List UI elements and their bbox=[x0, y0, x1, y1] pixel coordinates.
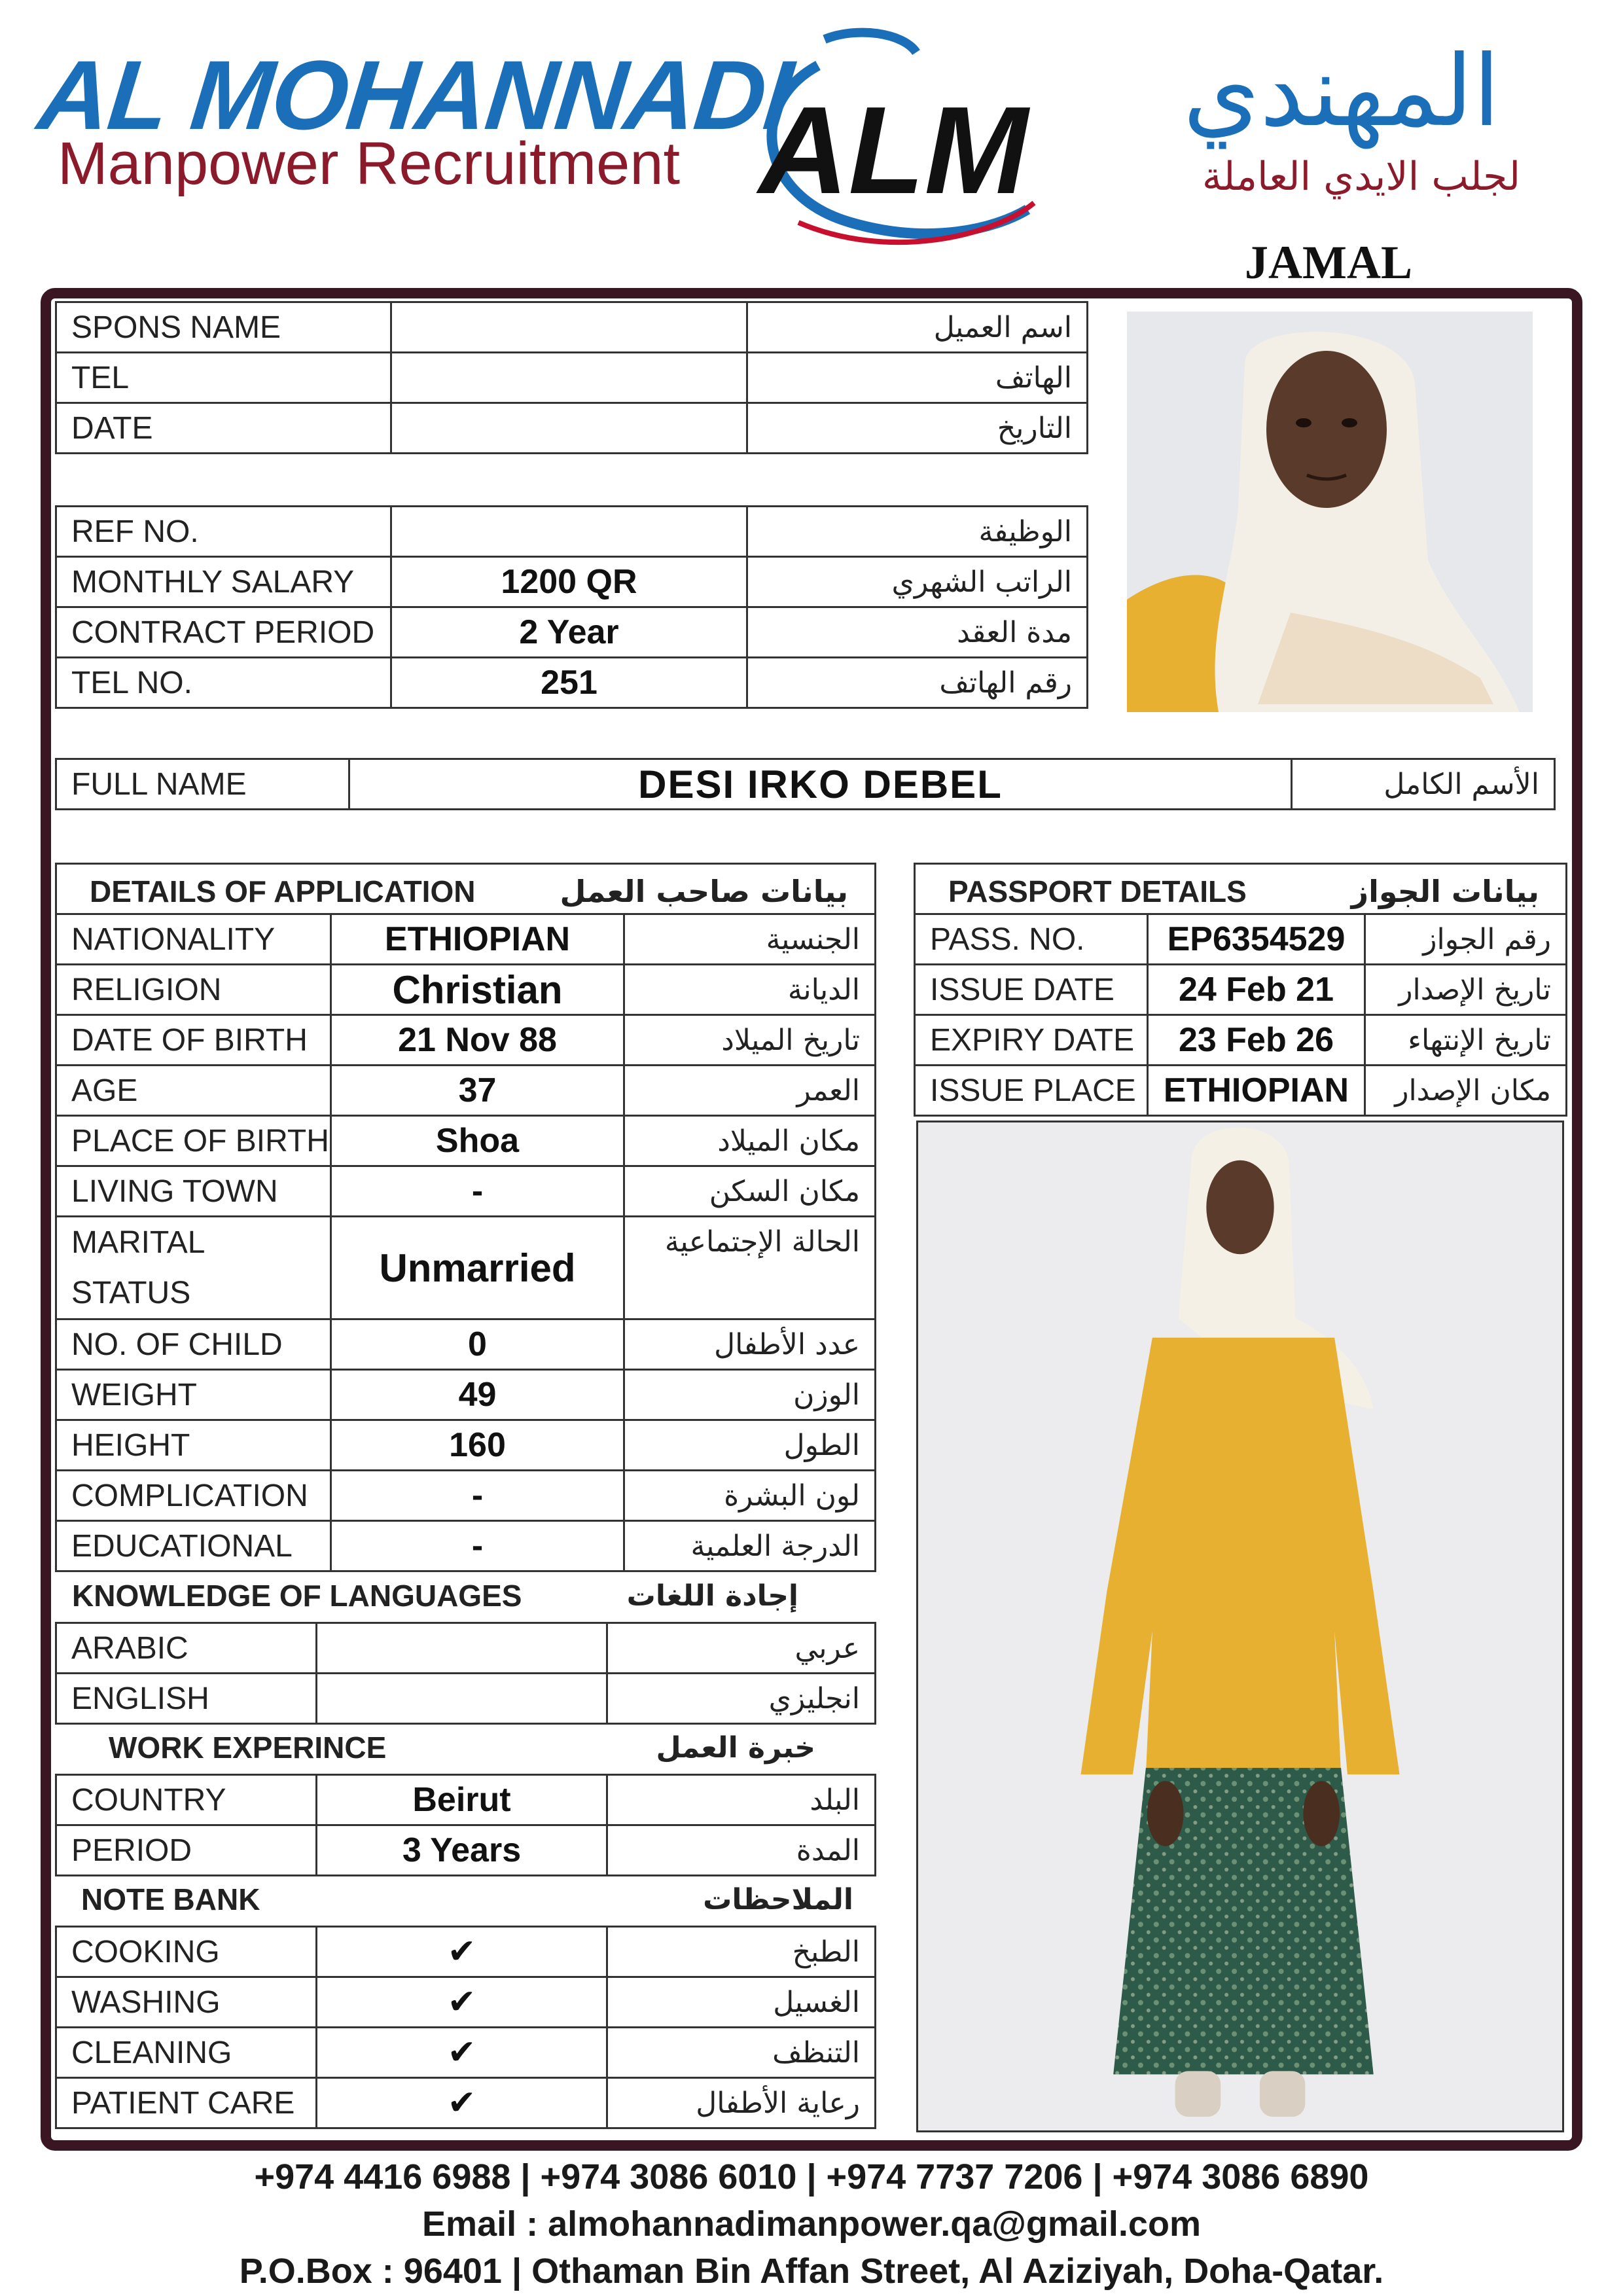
no-of-child-label-ar: عدد الأطفال bbox=[624, 1319, 876, 1370]
religion-label: RELIGION bbox=[56, 965, 331, 1015]
alm-swoosh-icon bbox=[720, 26, 1060, 255]
religion-label-ar: الديانة bbox=[624, 965, 876, 1015]
issue-place-label: ISSUE PLACE bbox=[915, 1066, 1148, 1116]
footer-phones: +974 4416 6988 | +974 3086 6010 | +974 7737 7206 | +974 3086 6890 bbox=[254, 2157, 1369, 2197]
passport-heading-ar: بيانات الجواز bbox=[1351, 874, 1540, 909]
table-row bbox=[56, 1319, 876, 1370]
expiry-date-value: 23 Feb 26 bbox=[1148, 1015, 1365, 1066]
period-label-ar: المدة bbox=[607, 1825, 876, 1876]
table-row bbox=[56, 914, 876, 965]
ref-no-label: REF NO. bbox=[56, 507, 391, 557]
place-of-birth-label-ar: مكان الميلاد bbox=[624, 1116, 876, 1166]
arabic-value bbox=[317, 1623, 607, 1674]
marital-status-label bbox=[56, 1217, 331, 1319]
contract-period-label: CONTRACT PERIOD bbox=[56, 607, 391, 658]
complication-label-ar: لون البشرة bbox=[624, 1471, 876, 1521]
portrait-image-icon bbox=[1127, 312, 1533, 712]
table-row bbox=[56, 965, 876, 1015]
washing-check-icon: ✔ bbox=[317, 1977, 607, 2028]
ref-no-value bbox=[391, 507, 747, 557]
sponsor-name-label: SPONS NAME bbox=[56, 302, 391, 353]
place-of-birth-value: Shoa bbox=[331, 1116, 624, 1166]
pass-no-value: EP6354529 bbox=[1148, 914, 1365, 965]
place-of-birth-label: PLACE OF BIRTH bbox=[56, 1116, 331, 1166]
issue-date-label-ar: تاريخ الإصدار bbox=[1365, 965, 1567, 1015]
table-row bbox=[56, 1977, 876, 2028]
arabic-label-ar: عربي bbox=[607, 1623, 876, 1674]
cooking-label: COOKING bbox=[56, 1927, 317, 1977]
languages-table bbox=[55, 1622, 876, 1725]
complication-value: - bbox=[331, 1471, 624, 1521]
weight-value: 49 bbox=[331, 1370, 624, 1420]
brand-tagline-arabic: لجلب الايدي العاملة bbox=[1202, 154, 1521, 200]
full-name-value: DESI IRKO DEBEL bbox=[349, 759, 1292, 810]
alm-logo bbox=[720, 26, 1060, 255]
expiry-date-label-ar: تاريخ الإنتهاء bbox=[1365, 1015, 1567, 1066]
sponsor-date-label-ar: التاريخ bbox=[747, 403, 1088, 454]
table-row bbox=[56, 1420, 876, 1471]
table-row bbox=[56, 864, 876, 914]
note-bank-table bbox=[55, 1926, 876, 2129]
no-of-child-label: NO. OF CHILD bbox=[56, 1319, 331, 1370]
pass-no-label: PASS. NO. bbox=[915, 914, 1148, 965]
english-label: ENGLISH bbox=[56, 1674, 317, 1724]
application-heading: DETAILS OF APPLICATION bbox=[90, 874, 476, 908]
experience-heading-ar: خبرة العمل bbox=[656, 1731, 815, 1765]
passport-details-table bbox=[914, 863, 1567, 1117]
cleaning-check-icon: ✔ bbox=[317, 2028, 607, 2078]
contract-period-value: 2 Year bbox=[391, 607, 747, 658]
languages-heading bbox=[72, 1571, 798, 1621]
brand-name-arabic: المهندي bbox=[1183, 35, 1501, 149]
experience-heading bbox=[109, 1723, 815, 1773]
country-label-ar: البلد bbox=[607, 1775, 876, 1825]
complication-label: COMPLICATION bbox=[56, 1471, 331, 1521]
application-details-table bbox=[55, 863, 876, 1572]
table-row bbox=[56, 1623, 876, 1674]
footer-address: P.O.Box : 96401 | Othaman Bin Affan Street, Al Aziziyah, Doha-Qatar. bbox=[239, 2251, 1384, 2291]
table-row bbox=[915, 965, 1567, 1015]
table-row bbox=[56, 1775, 876, 1825]
alm-mark: ALM bbox=[758, 81, 1028, 220]
nationality-value: ETHIOPIAN bbox=[331, 914, 624, 965]
washing-label-ar: الغسيل bbox=[607, 1977, 876, 2028]
contract-table bbox=[55, 505, 1088, 709]
issue-place-value: ETHIOPIAN bbox=[1148, 1066, 1365, 1116]
languages-heading-ar: إجادة اللغات bbox=[626, 1579, 798, 1613]
tel-no-label: TEL NO. bbox=[56, 658, 391, 708]
patient-care-check-icon: ✔ bbox=[317, 2078, 607, 2128]
age-label-ar: العمر bbox=[624, 1066, 876, 1116]
table-row bbox=[56, 507, 1088, 557]
cleaning-label: CLEANING bbox=[56, 2028, 317, 2078]
table-row bbox=[56, 607, 1088, 658]
tel-no-label-ar: رقم الهاتف bbox=[747, 658, 1088, 708]
height-label: HEIGHT bbox=[56, 1420, 331, 1471]
living-town-label-ar: مكان السكن bbox=[624, 1166, 876, 1217]
living-town-value: - bbox=[331, 1166, 624, 1217]
period-label: PERIOD bbox=[56, 1825, 317, 1876]
date-of-birth-value: 21 Nov 88 bbox=[331, 1015, 624, 1066]
religion-value: Christian bbox=[331, 965, 624, 1015]
table-row bbox=[56, 557, 1088, 607]
educational-label: EDUCATIONAL bbox=[56, 1521, 331, 1571]
table-row bbox=[56, 353, 1088, 403]
issue-place-label-ar: مكان الإصدار bbox=[1365, 1066, 1567, 1116]
table-row bbox=[56, 759, 1555, 810]
cooking-check-icon: ✔ bbox=[317, 1927, 607, 1977]
nationality-label-ar: الجنسية bbox=[624, 914, 876, 965]
full-body-photo bbox=[916, 1121, 1564, 2132]
patient-care-label: PATIENT CARE bbox=[56, 2078, 317, 2128]
languages-heading-en: KNOWLEDGE OF LANGUAGES bbox=[72, 1579, 522, 1613]
washing-label: WASHING bbox=[56, 1977, 317, 2028]
table-row bbox=[915, 1066, 1567, 1116]
date-of-birth-label: DATE OF BIRTH bbox=[56, 1015, 331, 1066]
monthly-salary-value: 1200 QR bbox=[391, 557, 747, 607]
table-row bbox=[56, 1116, 876, 1166]
date-of-birth-label-ar: تاريخ الميلاد bbox=[624, 1015, 876, 1066]
table-row bbox=[915, 1015, 1567, 1066]
table-row bbox=[56, 1674, 876, 1724]
sponsor-name-label-ar: اسم العميل bbox=[747, 302, 1088, 353]
table-row bbox=[56, 1066, 876, 1116]
age-value: 37 bbox=[331, 1066, 624, 1116]
no-of-child-value: 0 bbox=[331, 1319, 624, 1370]
educational-label-ar: الدرجة العلمية bbox=[624, 1521, 876, 1571]
table-row bbox=[56, 1521, 876, 1571]
country-label: COUNTRY bbox=[56, 1775, 317, 1825]
sponsor-date-value bbox=[391, 403, 747, 454]
sponsor-name-value bbox=[391, 302, 747, 353]
footer-email: Email : almohannadimanpower.qa@gmail.com bbox=[422, 2204, 1201, 2244]
contract-period-label-ar: مدة العقد bbox=[747, 607, 1088, 658]
patient-care-label-ar: رعاية الأطفال bbox=[607, 2078, 876, 2128]
english-label-ar: انجليزي bbox=[607, 1674, 876, 1724]
expiry-date-label: EXPIRY DATE bbox=[915, 1015, 1148, 1066]
issue-date-label: ISSUE DATE bbox=[915, 965, 1148, 1015]
table-row bbox=[56, 1370, 876, 1420]
table-row bbox=[56, 1015, 876, 1066]
table-row bbox=[56, 403, 1088, 454]
full-name-label: FULL NAME bbox=[56, 759, 349, 810]
brand-name-english: AL MOHANNADI bbox=[33, 40, 797, 150]
application-heading-ar: بيانات صاحب العمل bbox=[560, 874, 849, 909]
tel-no-value: 251 bbox=[391, 658, 747, 708]
table-row bbox=[56, 1217, 876, 1319]
marital-status-label-line2: STATUS bbox=[71, 1276, 191, 1310]
cleaning-label-ar: التنظف bbox=[607, 2028, 876, 2078]
note-bank-heading-ar: الملاحظات bbox=[703, 1883, 853, 1916]
sponsor-tel-label-ar: الهاتف bbox=[747, 353, 1088, 403]
table-row bbox=[56, 1825, 876, 1876]
experience-table bbox=[55, 1774, 876, 1876]
period-value: 3 Years bbox=[317, 1825, 607, 1876]
brand-tagline-english: Manpower Recruitment bbox=[58, 130, 681, 197]
sponsor-date-label: DATE bbox=[56, 403, 391, 454]
note-bank-heading-en: NOTE BANK bbox=[81, 1882, 260, 1916]
table-row bbox=[915, 864, 1567, 914]
agent-handle: JAMAL bbox=[1245, 236, 1412, 289]
table-row bbox=[56, 658, 1088, 708]
table-row bbox=[56, 2078, 876, 2128]
country-value: Beirut bbox=[317, 1775, 607, 1825]
passport-heading: PASSPORT DETAILS bbox=[948, 874, 1247, 908]
table-row bbox=[56, 1927, 876, 1977]
issue-date-value: 24 Feb 21 bbox=[1148, 965, 1365, 1015]
living-town-label: LIVING TOWN bbox=[56, 1166, 331, 1217]
portrait-photo bbox=[1127, 312, 1533, 712]
monthly-salary-label: MONTHLY SALARY bbox=[56, 557, 391, 607]
marital-status-value: Unmarried bbox=[331, 1217, 624, 1319]
height-value: 160 bbox=[331, 1420, 624, 1471]
sponsor-tel-value bbox=[391, 353, 747, 403]
weight-label-ar: الوزن bbox=[624, 1370, 876, 1420]
sponsor-tel-label: TEL bbox=[56, 353, 391, 403]
nationality-label: NATIONALITY bbox=[56, 914, 331, 965]
full-name-table bbox=[55, 758, 1556, 810]
ref-no-label-ar: الوظيفة bbox=[747, 507, 1088, 557]
height-label-ar: الطول bbox=[624, 1420, 876, 1471]
educational-value: - bbox=[331, 1521, 624, 1571]
cooking-label-ar: الطبخ bbox=[607, 1927, 876, 1977]
table-row bbox=[56, 302, 1088, 353]
english-value bbox=[317, 1674, 607, 1724]
note-bank-heading bbox=[81, 1874, 853, 1925]
full-name-label-ar: الأسم الكامل bbox=[1292, 759, 1555, 810]
table-row bbox=[56, 1166, 876, 1217]
sponsor-table bbox=[55, 301, 1088, 454]
weight-label: WEIGHT bbox=[56, 1370, 331, 1420]
table-row bbox=[915, 914, 1567, 965]
arabic-label: ARABIC bbox=[56, 1623, 317, 1674]
experience-heading-en: WORK EXPERINCE bbox=[109, 1731, 387, 1765]
marital-status-label-line1: MARITAL bbox=[71, 1225, 205, 1260]
table-row bbox=[56, 2028, 876, 2078]
age-label: AGE bbox=[56, 1066, 331, 1116]
monthly-salary-label-ar: الراتب الشهري bbox=[747, 557, 1088, 607]
marital-status-label-ar: الحالة الإجتماعية bbox=[624, 1217, 876, 1319]
full-body-image-icon bbox=[918, 1122, 1562, 2130]
table-row bbox=[56, 1471, 876, 1521]
pass-no-label-ar: رقم الجواز bbox=[1365, 914, 1567, 965]
